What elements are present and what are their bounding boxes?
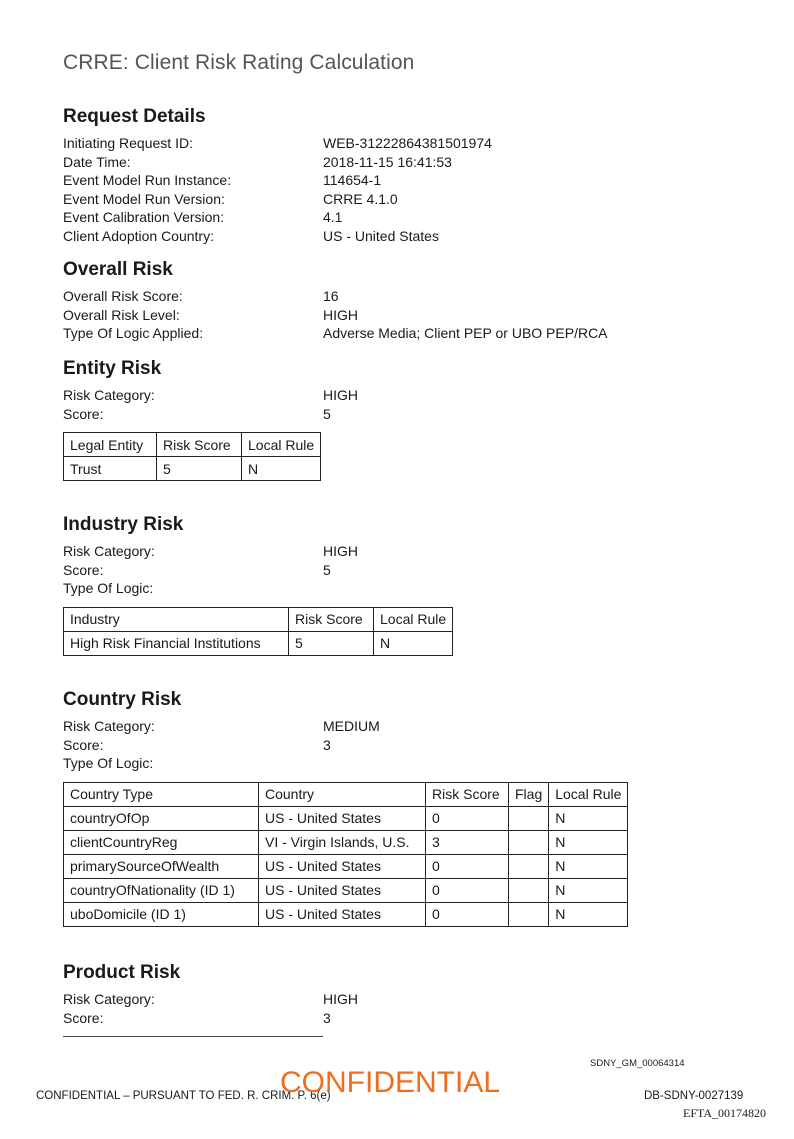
- kv-value: US - United States: [323, 227, 439, 244]
- table-cell: 0: [426, 902, 509, 926]
- table-cell: N: [242, 457, 321, 481]
- kv-value: HIGH: [323, 991, 358, 1007]
- kv-label: Type Of Logic Applied:: [63, 325, 204, 341]
- table-cell: N: [549, 854, 628, 878]
- kv-row: [63, 171, 492, 190]
- product-risk-heading: Product Risk: [63, 962, 181, 983]
- request-details-heading: Request Details: [63, 106, 206, 127]
- product-risk-section: [63, 962, 358, 1027]
- table-cell: [509, 806, 549, 830]
- table-row: [64, 830, 628, 854]
- table-cell: US - United States: [259, 902, 426, 926]
- kv-label: Risk Category:: [63, 387, 155, 403]
- table-cell: clientCountryReg: [64, 830, 259, 854]
- kv-label: Risk Category:: [63, 991, 155, 1007]
- kv-label: Overall Risk Level:: [63, 306, 180, 323]
- table-cell: [509, 854, 549, 878]
- kv-label: Score:: [63, 736, 104, 753]
- table-cell: US - United States: [259, 806, 426, 830]
- kv-row: [63, 542, 453, 561]
- table-header-cell: Legal Entity: [64, 433, 157, 457]
- table-header-cell: Local Rule: [374, 607, 453, 631]
- kv-label: Overall Risk Score:: [63, 288, 183, 304]
- table-header-row: [64, 433, 321, 457]
- table-cell: Trust: [64, 457, 157, 481]
- kv-row: [63, 287, 608, 306]
- kv-label: Type Of Logic:: [63, 580, 154, 596]
- table-row: [64, 806, 628, 830]
- table-cell: N: [549, 806, 628, 830]
- table-cell: primarySourceOfWealth: [64, 854, 259, 878]
- entity-risk-table: [63, 432, 321, 481]
- table-cell: 5: [289, 631, 374, 655]
- overall-risk-heading: Overall Risk: [63, 259, 173, 280]
- table-cell: countryOfOp: [64, 806, 259, 830]
- kv-label: Initiating Request ID:: [63, 135, 193, 151]
- table-cell: 0: [426, 806, 509, 830]
- kv-value: 114654-1: [323, 172, 382, 188]
- kv-row: [63, 153, 492, 172]
- kv-label: Event Model Run Instance:: [63, 172, 232, 188]
- kv-row: [63, 561, 453, 580]
- industry-risk-heading: Industry Risk: [63, 514, 184, 535]
- table-cell: 3: [426, 830, 509, 854]
- kv-label: Event Calibration Version:: [63, 209, 225, 225]
- kv-row: [63, 208, 492, 227]
- confidential-stamp: CONFIDENTIAL: [280, 1066, 501, 1099]
- efta-number: EFTA_00174820: [683, 1106, 767, 1120]
- kv-row: [63, 717, 628, 736]
- table-cell: High Risk Financial Institutions: [64, 631, 289, 655]
- table-header-cell: Risk Score: [426, 782, 509, 806]
- table-cell: uboDomicile (ID 1): [64, 902, 259, 926]
- country-risk-heading: Country Risk: [63, 689, 182, 710]
- confidential-notice: CONFIDENTIAL – PURSUANT TO FED. R. CRIM. P. 6(e): [36, 1090, 331, 1102]
- kv-value: 5: [323, 561, 331, 578]
- table-header-cell: Local Rule: [242, 433, 321, 457]
- table-cell: [509, 830, 549, 854]
- section-divider: [63, 1036, 323, 1037]
- kv-label: Risk Category:: [63, 718, 155, 734]
- kv-value: HIGH: [323, 543, 358, 559]
- table-header-cell: Local Rule: [549, 782, 628, 806]
- kv-label: Type Of Logic:: [63, 755, 154, 771]
- table-header-cell: Country Type: [64, 782, 259, 806]
- kv-value: CRRE 4.1.0: [323, 190, 398, 207]
- table-cell: N: [549, 878, 628, 902]
- country-risk-table: [63, 782, 628, 927]
- table-row: [64, 854, 628, 878]
- kv-label: Date Time:: [63, 153, 131, 170]
- table-cell: N: [549, 830, 628, 854]
- kv-row: [63, 990, 358, 1009]
- table-cell: 0: [426, 878, 509, 902]
- bates-number-sdny-gm: SDNY_GM_00064314: [590, 1058, 685, 1069]
- entity-risk-section: [63, 358, 358, 481]
- kv-row: [63, 579, 453, 598]
- kv-row: [63, 736, 628, 755]
- table-header-cell: Risk Score: [157, 433, 242, 457]
- kv-value: 5: [323, 405, 331, 422]
- table-cell: [509, 878, 549, 902]
- table-header-row: [64, 782, 628, 806]
- table-row: [64, 878, 628, 902]
- kv-row: [63, 754, 628, 773]
- kv-value: HIGH: [323, 306, 358, 323]
- entity-risk-heading: Entity Risk: [63, 358, 162, 379]
- kv-value: WEB-31222864381501974: [323, 135, 492, 151]
- table-row: [64, 631, 453, 655]
- table-cell: 0: [426, 854, 509, 878]
- request-details-section: [63, 106, 492, 245]
- kv-value: 3: [323, 1009, 331, 1026]
- kv-label: Client Adoption Country:: [63, 227, 214, 244]
- table-row: [64, 902, 628, 926]
- kv-row: [63, 134, 492, 153]
- table-cell: countryOfNationality (ID 1): [64, 878, 259, 902]
- table-cell: US - United States: [259, 854, 426, 878]
- kv-value: 4.1: [323, 209, 343, 225]
- page-title: CRRE: Client Risk Rating Calculation: [63, 51, 415, 74]
- kv-row: [63, 306, 608, 325]
- table-row: [64, 457, 321, 481]
- table-header-row: [64, 607, 453, 631]
- table-cell: [509, 902, 549, 926]
- kv-value: 2018-11-15 16:41:53: [323, 153, 452, 170]
- table-cell: N: [374, 631, 453, 655]
- kv-row: [63, 190, 492, 209]
- kv-value: HIGH: [323, 387, 358, 403]
- kv-row: [63, 1009, 358, 1028]
- table-header-cell: Industry: [64, 607, 289, 631]
- kv-value: Adverse Media; Client PEP or UBO PEP/RCA: [323, 325, 608, 341]
- table-cell: US - United States: [259, 878, 426, 902]
- table-header-cell: Flag: [509, 782, 549, 806]
- table-cell: VI - Virgin Islands, U.S.: [259, 830, 426, 854]
- table-header-cell: Risk Score: [289, 607, 374, 631]
- kv-label: Risk Category:: [63, 543, 155, 559]
- bates-number-db: DB-SDNY-0027139: [644, 1090, 744, 1102]
- kv-row: [63, 324, 608, 343]
- table-cell: N: [549, 902, 628, 926]
- kv-label: Score:: [63, 405, 104, 422]
- overall-risk-section: [63, 259, 608, 343]
- kv-label: Event Model Run Version:: [63, 190, 225, 207]
- kv-value: 3: [323, 736, 331, 753]
- kv-row: [63, 227, 492, 246]
- kv-label: Score:: [63, 561, 104, 578]
- kv-value: 16: [323, 288, 339, 304]
- table-cell: 5: [157, 457, 242, 481]
- kv-row: [63, 405, 358, 424]
- table-header-cell: Country: [259, 782, 426, 806]
- industry-risk-section: [63, 514, 453, 656]
- kv-label: Score:: [63, 1009, 104, 1026]
- industry-risk-table: [63, 607, 453, 656]
- country-risk-section: [63, 689, 628, 927]
- kv-value: MEDIUM: [323, 718, 380, 734]
- kv-row: [63, 386, 358, 405]
